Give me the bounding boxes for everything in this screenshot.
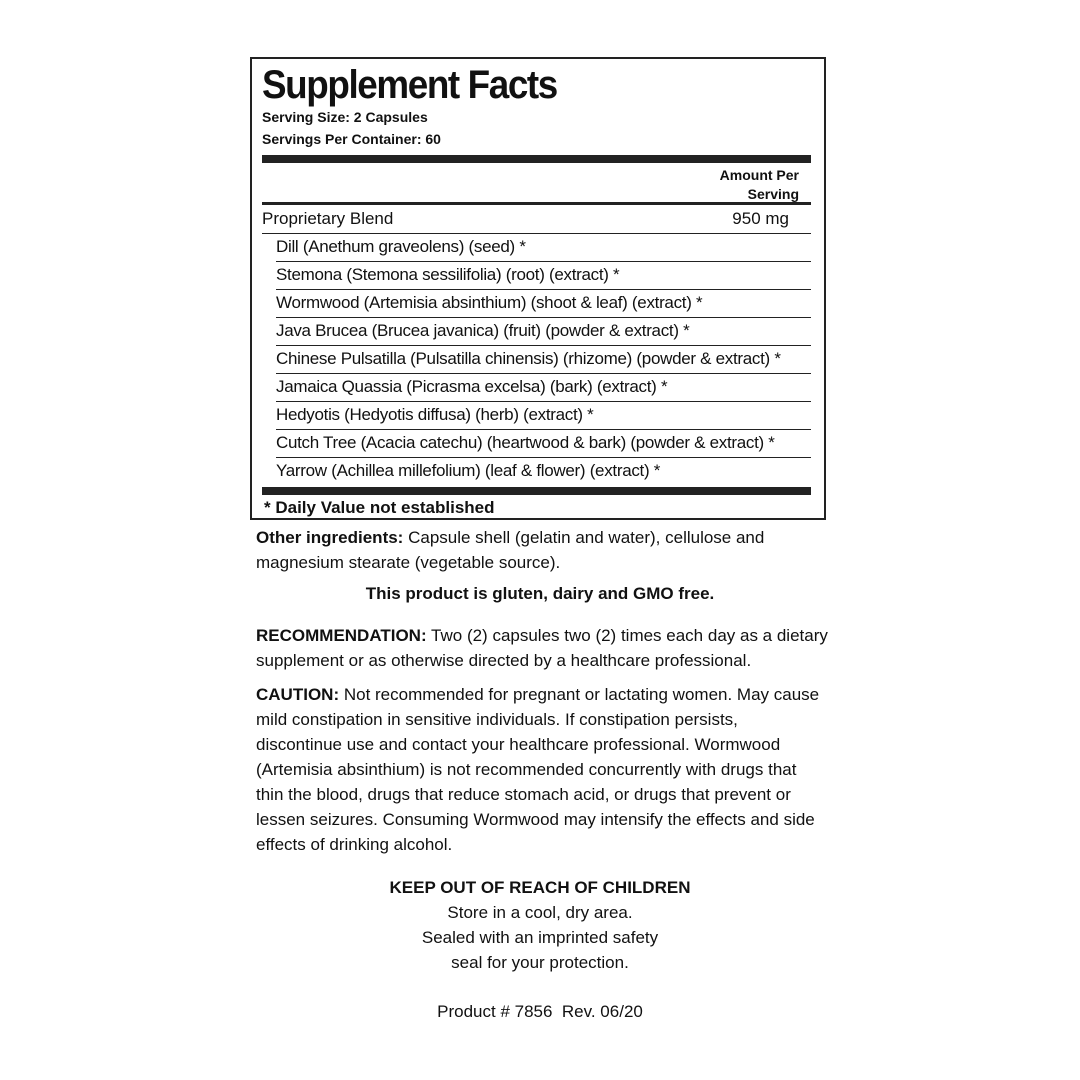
ingredient-row: Java Brucea (Brucea javanica) (fruit) (powder & extract) *: [276, 318, 811, 346]
product-code: Product # 7856 Rev. 06/20: [437, 1002, 643, 1021]
caution-label: CAUTION:: [256, 685, 340, 704]
storage-line-2: Sealed with an imprinted safety: [421, 928, 659, 947]
thick-divider-bottom: [262, 487, 811, 495]
caution-text: Not recommended for pregnant or lactating women. May cause mild constipation in sensitive individuals. If constipation persists, discontinue use and contact your healthcare professional. Wormwood (Artemisia absinthium) is not recommended concurrently with drugs that thin the blood, drugs that reduce stomach acid, or drugs that prevent or lessen seizures. Consuming Wormwood may intensify the effects and side effects of drinking alcohol.: [256, 685, 820, 854]
storage-line-1: Store in a cool, dry area.: [447, 903, 633, 922]
recommendation-label: RECOMMENDATION:: [256, 626, 427, 645]
servings-per-container: Servings Per Container: 60: [262, 131, 441, 147]
amount-header-line1: Amount Per: [719, 167, 799, 183]
allergen-free-statement: This product is gluten, dairy and GMO free.: [365, 584, 715, 603]
keep-out-of-reach-heading: KEEP OUT OF REACH OF CHILDREN: [389, 878, 691, 897]
other-ingredients-text: Capsule shell (gelatin and water), cellulose and magnesium stearate (vegetable source).: [256, 528, 765, 572]
daily-value-note: * Daily Value not established: [264, 498, 495, 517]
serving-size: Serving Size: 2 Capsules: [262, 109, 428, 125]
caution: [256, 682, 828, 857]
storage-line-3: seal for your protection.: [451, 953, 629, 972]
thick-divider: [262, 155, 811, 163]
blend-row: [262, 205, 811, 234]
ingredient-row: Dill (Anethum graveolens) (seed) *: [276, 234, 811, 262]
recommendation: [256, 623, 836, 673]
recommendation-text: Two (2) capsules two (2) times each day as a dietary supplement or as otherwise directed by a healthcare professional.: [256, 626, 828, 670]
ingredient-row: Stemona (Stemona sessilifolia) (root) (extract) *: [276, 262, 811, 290]
blend-amount: 950 mg: [732, 209, 789, 228]
other-ingredients-label: Other ingredients:: [256, 528, 404, 547]
ingredient-row: Wormwood (Artemisia absinthium) (shoot & leaf) (extract) *: [276, 290, 811, 318]
blend-name: Proprietary Blend: [262, 209, 394, 228]
amount-header-line2: Serving: [747, 186, 799, 202]
supplement-facts-panel: [250, 57, 826, 520]
ingredient-row: Yarrow (Achillea millefolium) (leaf & flower) (extract) *: [276, 461, 661, 480]
other-ingredients: [256, 525, 836, 575]
ingredient-row: Jamaica Quassia (Picrasma excelsa) (bark) (extract) *: [276, 374, 811, 402]
ingredient-row: Hedyotis (Hedyotis diffusa) (herb) (extract) *: [276, 402, 811, 430]
facts-title: Supplement Facts: [262, 63, 557, 107]
ingredient-row: Cutch Tree (Acacia catechu) (heartwood & bark) (powder & extract) *: [276, 430, 811, 458]
ingredient-row: Chinese Pulsatilla (Pulsatilla chinensis) (rhizome) (powder & extract) *: [276, 346, 811, 374]
amount-per-serving-header: [262, 163, 811, 202]
storage-block: [250, 875, 830, 975]
